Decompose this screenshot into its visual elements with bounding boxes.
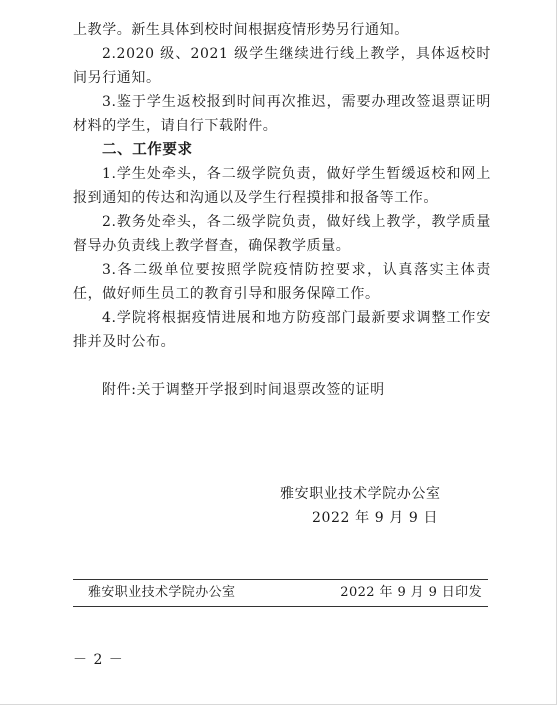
paragraph-item-3: 3.鉴于学生返校报到时间再次推迟，需要办理改签退票证明材料的学生，请自行下载附件。 — [73, 94, 491, 134]
requirement-item-2: 2.教务处牵头，各二级学院负责，做好线上教学，教学质量督导办负责线上教学督查，确保教学质量。 — [73, 214, 491, 254]
signature-org: 雅安职业技术学院办公室 — [280, 486, 441, 502]
paragraph-continuation: 上教学。新生具体到校时间根据疫情形势另行通知。 — [73, 22, 409, 38]
document-body — [73, 18, 491, 402]
footer-rule-bottom — [73, 606, 488, 607]
footer-rule-top — [73, 579, 488, 580]
page-number: － 2 － — [73, 652, 124, 668]
blank-line — [73, 354, 491, 378]
signature-date: 2022 年 9 月 9 日 — [312, 510, 439, 526]
footer-print-date: 2022 年 9 月 9 日印发 — [340, 585, 482, 600]
requirement-item-1: 1.学生处牵头，各二级学院负责，做好学生暂缓返校和网上报到通知的传达和沟通以及学生行程摸排和报备等工作。 — [73, 166, 491, 206]
paragraph-item-2: 2.2020 级、2021 级学生继续进行线上教学，具体返校时间另行通知。 — [73, 46, 491, 86]
section-heading: 二、工作要求 — [102, 141, 193, 158]
footer-org: 雅安职业技术学院办公室 — [88, 585, 236, 600]
requirement-item-4: 4.学院将根据疫情进展和地方防疫部门最新要求调整工作安排并及时公布。 — [73, 310, 491, 350]
attachment-line: 附件:关于调整开学报到时间退票改签的证明 — [102, 382, 385, 398]
signature-block — [280, 482, 480, 530]
requirement-item-3: 3.各二级单位要按照学院疫情防控要求，认真落实主体责任，做好师生员工的教育引导和服务保障工作。 — [73, 262, 491, 302]
